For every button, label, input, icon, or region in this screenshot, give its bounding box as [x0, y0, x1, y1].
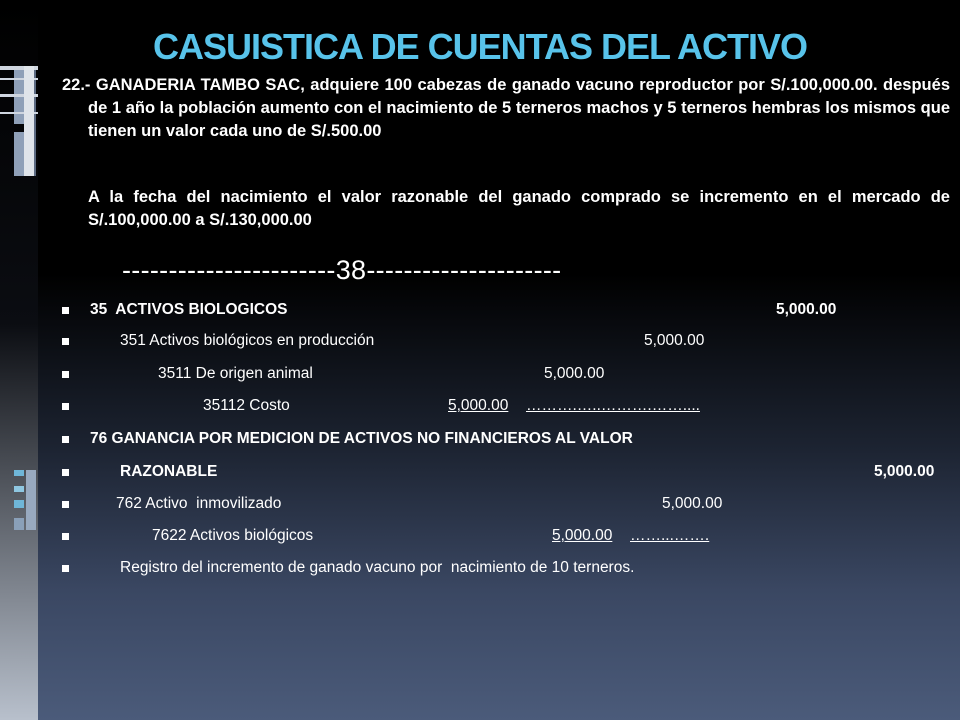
entry-label: 35112 Costo: [203, 397, 290, 414]
entry-amount: 5,000.00: [448, 397, 509, 414]
bullet-icon: [62, 533, 69, 540]
problem-statement: 22.- GANADERIA TAMBO SAC, adquiere 100 cabezas de ganado vacuno reproductor por S/.100,000.00. después de 1 año la población aumento con el nacimiento de 5 terneros machos y 5 terneros hembras los mismos que tienen un valor cada uno de S/.500.00: [62, 76, 950, 140]
bullet-icon: [62, 469, 69, 476]
bullet-icon: [62, 338, 69, 345]
entry-amount: 5,000.00: [662, 495, 723, 512]
entry-label: 76 GANANCIA POR MEDICION DE ACTIVOS NO FINANCIEROS AL VALOR: [90, 430, 633, 447]
bullet-icon: [62, 371, 69, 378]
fair-value-statement: A la fecha del nacimiento el valor razonable del ganado comprado se incremento en el mercado de S/.100,000.00 a S/.130,000.00: [88, 188, 950, 229]
bullet-icon: [62, 501, 69, 508]
bullet-icon: [62, 403, 69, 410]
entry-label: 762 Activo inmovilizado: [116, 495, 282, 512]
entry-label: 35 ACTIVOS BIOLOGICOS: [90, 301, 288, 318]
entry-label: 7622 Activos biológicos: [152, 527, 314, 544]
entry-description: Registro del incremento de ganado vacuno por nacimiento de 10 terneros.: [120, 559, 635, 576]
bullet-icon: [62, 436, 69, 443]
entry-amount: 5,000.00: [776, 301, 837, 318]
entry-amount: 5,000.00: [552, 527, 613, 544]
bullet-icon: [62, 565, 69, 572]
entry-dots: ……...…….: [630, 527, 710, 544]
entry-amount: 5,000.00: [544, 365, 605, 382]
entry-dots: ……….…..……….……....: [526, 397, 700, 414]
journal-entry-divider: -----------------------38---------------------: [122, 255, 562, 285]
entry-label: 351 Activos biológicos en producción: [120, 332, 375, 349]
entry-amount: 5,000.00: [874, 463, 935, 480]
slide-title: CASUISTICA DE CUENTAS DEL ACTIVO: [152, 26, 808, 67]
bullet-icon: [62, 307, 69, 314]
entry-amount: 5,000.00: [644, 332, 705, 349]
entry-label: RAZONABLE: [120, 463, 218, 480]
entry-label: 3511 De origen animal: [158, 365, 313, 382]
